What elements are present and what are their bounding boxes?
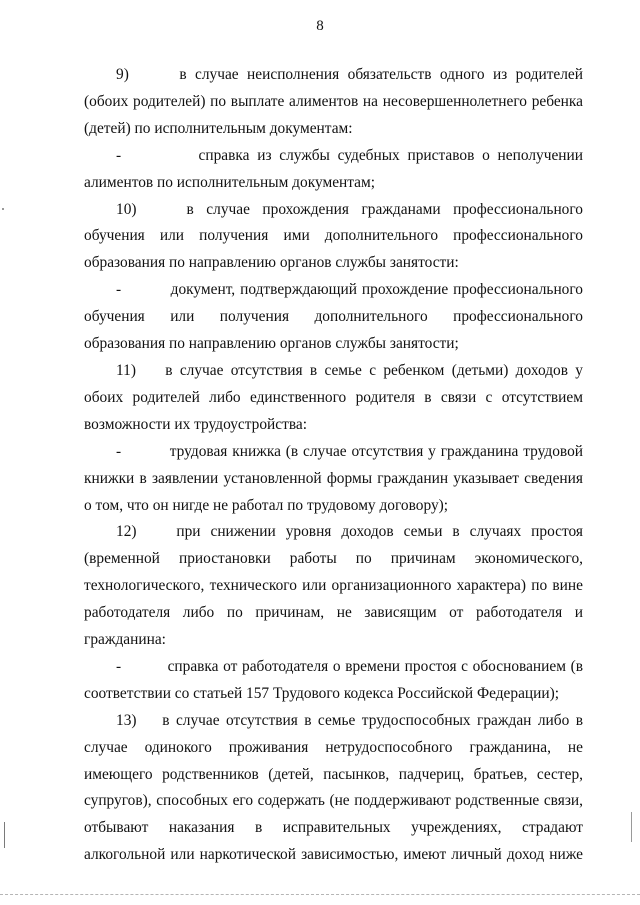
text-line: случае одинокого проживания нетрудоспособного гражданина, не — [84, 738, 583, 756]
scan-bottom-edge — [0, 894, 640, 896]
text-line: гражданина: — [84, 631, 166, 649]
text-line: (детей) по исполнительным документам: — [84, 119, 353, 137]
text-line: 12) при снижении уровня доходов семьи в случаях простоя — [116, 523, 583, 541]
text-line: работодателя либо по причинам, не зависящим от работодателя и — [84, 604, 583, 622]
scan-edge-mark — [4, 822, 5, 848]
text-line: - справка из службы судебных приставов о неполучении — [116, 146, 583, 164]
text-line: технологического, технического или организационного характера) по вине — [84, 577, 583, 595]
text-line: - документ, подтверждающий прохождение профессионального — [116, 281, 583, 299]
text-line: о том, что он нигде не работал по трудовому договору); — [84, 496, 449, 514]
text-line: отбывают наказания в исправительных учреждениях, страдают — [84, 819, 583, 837]
text-line: образования по направлению органов службы занятости; — [84, 335, 459, 353]
text-line: - трудовая книжка (в случае отсутствия у гражданина трудовой — [116, 442, 583, 460]
text-line: 9) в случае неисполнения обязательств одного из родителей — [116, 66, 583, 83]
scan-edge-mark — [631, 812, 632, 842]
text-line: 11) в случае отсутствия в семье с ребенком (детьми) доходов у — [116, 361, 583, 379]
document-body — [84, 62, 583, 869]
text-line: супругов), способных его содержать (не поддерживают родственные связи, — [84, 792, 583, 810]
page-number: 8 — [316, 18, 324, 34]
text-line: 10) в случае прохождения гражданами профессионального — [116, 200, 583, 218]
text-line: алкогольной или наркотической зависимостью, имеют личный доход ниже — [84, 846, 583, 864]
text-line: 13) в случае отсутствия в семье трудоспособных граждан либо в — [116, 711, 583, 729]
text-line: (временной приостановки работы по причинам экономического, — [84, 550, 583, 568]
text-line: алиментов по исполнительным документам; — [84, 173, 376, 191]
text-line: возможности их трудоустройства: — [84, 415, 308, 433]
text-line: обучения или получения ими дополнительного профессионального — [84, 227, 583, 245]
text-line: - справка от работодателя о времени простоя с обоснованием (в — [116, 657, 583, 675]
text-line: обучения или получения дополнительного профессионального — [84, 308, 583, 326]
text-line: обоих родителей либо единственного родителя в связи с отсутствием — [84, 388, 583, 406]
text-line: книжки в заявлении установленной формы гражданин указывает сведения — [84, 469, 583, 487]
scan-speck — [2, 208, 4, 210]
text-line: (обоих родителей) по выплате алиментов на несовершеннолетнего ребенка — [84, 92, 583, 110]
text-line: имеющего родственников (детей, пасынков, падчериц, братьев, сестер, — [84, 765, 583, 783]
text-line: образования по направлению органов службы занятости: — [84, 254, 459, 272]
text-line: соответствии со статьей 157 Трудового кодекса Российской Федерации); — [84, 684, 560, 702]
